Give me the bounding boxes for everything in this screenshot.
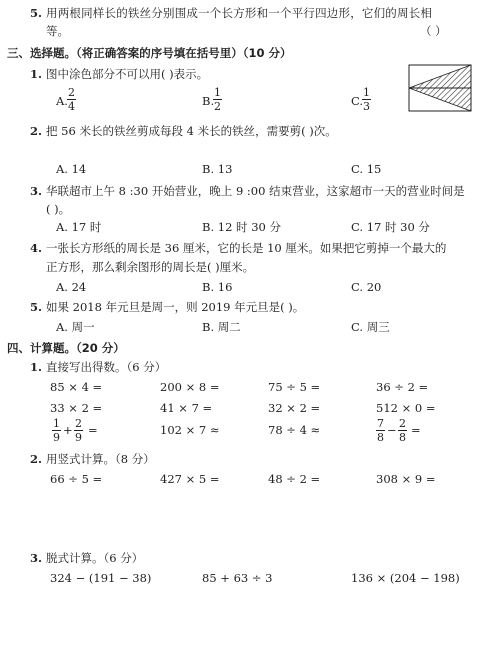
option-b[interactable]: B. 13	[202, 162, 233, 176]
calc-item[interactable]: 75 ÷ 5 =	[268, 380, 321, 394]
numerator: 2	[399, 417, 406, 430]
option-a[interactable]: A. 17 时	[56, 220, 102, 234]
option-a-label: A.	[56, 94, 68, 108]
calc-item[interactable]: 36 ÷ 2 =	[376, 380, 429, 394]
plus-sign: +	[63, 423, 73, 437]
option-a[interactable]: A. 24	[56, 280, 87, 294]
denominator: 4	[68, 100, 75, 113]
question-text: 把 56 米长的铁丝剪成每段 4 米长的铁丝，需要剪( )次。	[46, 124, 337, 138]
fraction	[74, 418, 83, 443]
shaded-rectangle-figure	[408, 64, 472, 112]
q-number: 5.	[30, 6, 43, 20]
q-number: 2.	[30, 124, 43, 138]
denominator: 9	[75, 431, 82, 444]
stepwise-calc-item[interactable]: 85 + 63 ÷ 3	[202, 571, 273, 585]
stepwise-calc-item[interactable]: 136 × (204 − 198)	[351, 571, 460, 585]
option-c-label: C.	[351, 94, 364, 108]
q-number: 5.	[30, 300, 43, 314]
numerator: 1	[53, 417, 60, 430]
option-b-label: B.	[202, 94, 215, 108]
option-a[interactable]: A. 14	[56, 162, 87, 176]
vertical-calc-item[interactable]: 66 ÷ 5 =	[50, 472, 103, 486]
numerator: 1	[363, 86, 370, 99]
denominator: 9	[53, 431, 60, 444]
option-a-fraction[interactable]	[67, 87, 76, 112]
numerator: 2	[75, 417, 82, 430]
numerator: 7	[377, 417, 384, 430]
question-text: 一张长方形纸的周长是 36 厘米，它的长是 10 厘米。如果把它剪掉一个最大的	[46, 241, 447, 255]
option-b-fraction[interactable]	[213, 87, 222, 112]
vertical-calc-item[interactable]: 48 ÷ 2 =	[268, 472, 321, 486]
calc-item[interactable]: 200 × 8 =	[160, 380, 220, 394]
answer-paren[interactable]: （ ）	[420, 24, 447, 38]
denominator: 8	[399, 431, 406, 444]
question-title: 脱式计算。（6 分）	[46, 551, 144, 565]
option-b[interactable]: B. 12 时 30 分	[202, 220, 281, 234]
denominator: 2	[214, 100, 221, 113]
question-title: 直接写出得数。（6 分）	[46, 360, 167, 374]
option-b[interactable]: B. 周二	[202, 320, 241, 334]
fraction	[376, 418, 385, 443]
option-b[interactable]: B. 16	[202, 280, 233, 294]
option-c[interactable]: C. 15	[351, 162, 382, 176]
denominator: 3	[363, 100, 370, 113]
question-text: 如果 2018 年元旦是周一，则 2019 年元旦是( )。	[46, 300, 305, 314]
numerator: 2	[68, 86, 75, 99]
question-text: 华联超市上午 8 :30 开始营业，晚上 9 :00 结束营业，这家超市一天的营业时间是	[46, 184, 465, 198]
question-text: 用两根同样长的铁丝分别围成一个长方形和一个平行四边形，它们的周长相	[46, 6, 433, 20]
calc-item[interactable]: 32 × 2 =	[268, 401, 321, 415]
calc-item[interactable]: 102 × 7 ≈	[160, 423, 220, 437]
q-number: 3.	[30, 551, 43, 565]
calc-item[interactable]: 85 × 4 =	[50, 380, 103, 394]
fraction	[52, 418, 61, 443]
equals-sign[interactable]: =	[411, 423, 421, 437]
calc-item[interactable]: 78 ÷ 4 ≈	[268, 423, 321, 437]
q-number: 3.	[30, 184, 43, 198]
option-c[interactable]: C. 周三	[351, 320, 390, 334]
minus-sign: −	[387, 423, 397, 437]
vertical-calc-item[interactable]: 427 × 5 =	[160, 472, 220, 486]
option-a[interactable]: A. 周一	[56, 320, 95, 334]
section-heading: 四、计算题。（20 分）	[7, 341, 125, 355]
question-text: 图中涂色部分不可以用( )表示。	[46, 67, 209, 81]
option-c[interactable]: C. 20	[351, 280, 382, 294]
fraction	[398, 418, 407, 443]
option-c[interactable]: C. 17 时 30 分	[351, 220, 430, 234]
calc-item[interactable]: 33 × 2 =	[50, 401, 103, 415]
equals-sign[interactable]: =	[88, 423, 98, 437]
question-title: 用竖式计算。（8 分）	[46, 452, 155, 466]
denominator: 8	[377, 431, 384, 444]
calc-item[interactable]: 512 × 0 =	[376, 401, 436, 415]
option-c-fraction[interactable]	[362, 87, 371, 112]
q-number: 2.	[30, 452, 43, 466]
vertical-calc-item[interactable]: 308 × 9 =	[376, 472, 436, 486]
section-heading: 三、选择题。（将正确答案的序号填在括号里）（10 分）	[7, 46, 292, 60]
numerator: 1	[214, 86, 221, 99]
calc-item[interactable]: 41 × 7 =	[160, 401, 213, 415]
q-number: 1.	[30, 360, 43, 374]
question-text: 等。	[46, 24, 69, 38]
question-text: ( )。	[46, 202, 71, 216]
q-number: 4.	[30, 241, 43, 255]
question-text: 正方形，那么剩余图形的周长是( )厘米。	[46, 260, 255, 274]
q-number: 1.	[30, 67, 43, 81]
stepwise-calc-item[interactable]: 324 − (191 − 38)	[50, 571, 152, 585]
